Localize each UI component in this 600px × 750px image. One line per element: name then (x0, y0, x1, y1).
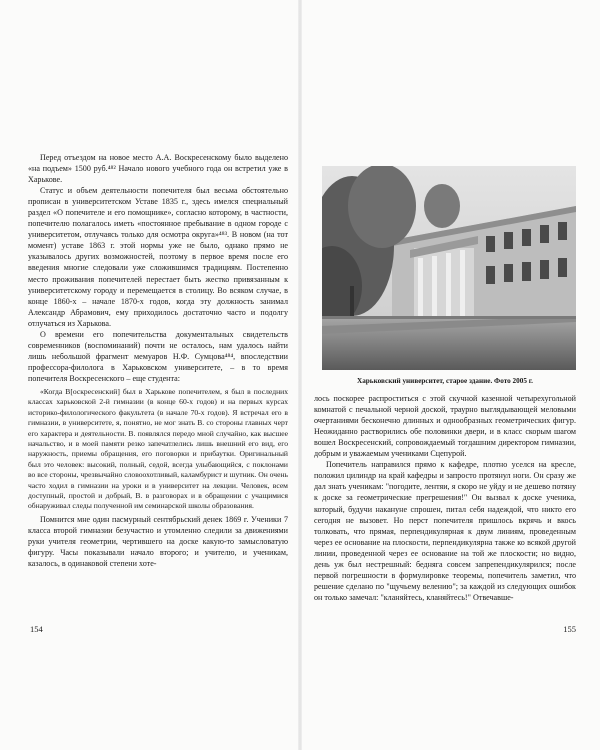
photo-caption: Харьковский университет, старое здание. Фото 2005 г. (357, 377, 533, 385)
paragraph: Попечитель направился прямо к кафедре, плотно уселся на кресле, положил цилиндр на край кафедры и запросто протянул ноги. Он сразу же дал знать ученикам: "погодите, лентяи, я скоро не уйду и не дешево потяну к доске за геометрические прегрешения!" Он вызвал к доске ученика, который, будучи накануне спрошен, питал себя надеждой, что никто его сегодня не вызовет. Но перст попечителя пришлось вкрячь и вкось толковать, что прямая, перпендикулярная к двум линиям, проведенным через ее основание на плоскости, перпендикулярна также ко всякой другой линии, проведенной через ее основание на той же плоскости; но видно, день уж был нестрешный: бедняга совсем запрепендикулярился; после первой погрешности в формулировке теоремы, попечитель заметил, что решение сделано по "щучьему велению"; за каждой из следующих ошибок он только замечал: "кланяйтесь, кланяйтесь!" Отвечавше- (314, 460, 576, 602)
building-photo-drawing (322, 166, 576, 370)
paragraph: Помнится мне один пасмурный сентябрьский денек 1869 г. Ученики 7 класса второй гимназии безучастно и утомленно следили за движениями руки учителя геометрии, чертившего на доске какую-то замысловатую фигуру. Часы показывали начало второго; и учителю, и ученикам, казалось, в одинаковой степени хоте- (28, 514, 288, 569)
page-number-right: 155 (563, 624, 576, 634)
paragraph: лось поскорее распроститься с этой скучной казенной четырехугольной комнатой с печальной черной доской, траурно выглядывающей меловыми очертаниями бесконечно длинных и однообразных геометрических фигур. Неожиданно растворились обе половинки двери, и в класс скорым шагом вошел Воскресенский, сопровождаемый тогдашним директором гимназии, добрым и уважаемым учениками Сцепурой. (314, 394, 576, 459)
paragraph: О времени его попечительства документальных свидетельств современников (воспоминаний) почти не осталось, нам удалось найти лишь небольшой фрагмент мемуаров Н.Ф. Сумцова⁴⁸⁴, впоследствии профессора-филолога в Харьковском университете, – в то время попечителя Воскресенского – еще студента: (28, 329, 288, 383)
page-number-left: 154 (30, 624, 43, 634)
paragraph: Перед отъездом на новое место А.А. Воскресенскому было выделено «на подъем» 1500 руб.⁴⁸² Начало нового учебного года он встретил уже в Харькове. (28, 153, 288, 185)
right-page (300, 0, 600, 750)
right-page-text (314, 393, 576, 603)
university-building-photo (322, 166, 576, 370)
paragraph: Статус и объем деятельности попечителя был весьма обстоятельно прописан в университетском Уставе 1835 г., здесь имелся специальный раздел «О попечителе и его помощнике», согласно которому, в частности, попечителю полагалось иметь «постоянное пребывание в одном городе с университетом, отлучаясь только для осмотра округа»⁴⁸³. В новом (на тот момент) уставе 1863 г. этой нормы уже не было, однако прямо не указывалось других возможностей, поэтому в первое время после его введения многие следовали уже сложившимся традициям. Постепенно место проживания попечителей перестает быть жестко привязанным к университетскому городу и перемещается в столицу. Во всяком случае, в конце 1860-х – начале 1870-х годов, когда эту должность занимал Александр Абрамович, ему приходилось достаточно часто и подолгу отлучаться из Харькова. (28, 186, 288, 328)
memoir-quote (28, 387, 288, 512)
quote-text: «Когда В[оскресенский] был в Харькове попечителем, я был в последних классах харьковской 2-й гимназии (в конце 60-х годов) и на первых курсах историко-филологического факультета (в начале 70-х годов). Я встречал его в гимназии, в университете, я, понятно, не мог знать В. со стороны главных черт его характера и деятельности. В. появлялся передо мной случайно, как высшее начальство, и в моей памяти резко запечатлелись лишь внешний его вид, его наружность, приемы обращения, его поговорки и прибаутки. Оригинальный был это человек: высокий, полный, седой, всегда улыбающийся, с поклонами во все стороны, чрезвычайно словоохотливый, каламбурист и шутник. Он очень часто ходил в гимназии на уроки и в университет на лекции. Человек, всем доступный, простой и добрый, В. в разговорах и в обращении с учащимися обнаруживал следы полученной им семинарской школы образования. (28, 386, 288, 511)
